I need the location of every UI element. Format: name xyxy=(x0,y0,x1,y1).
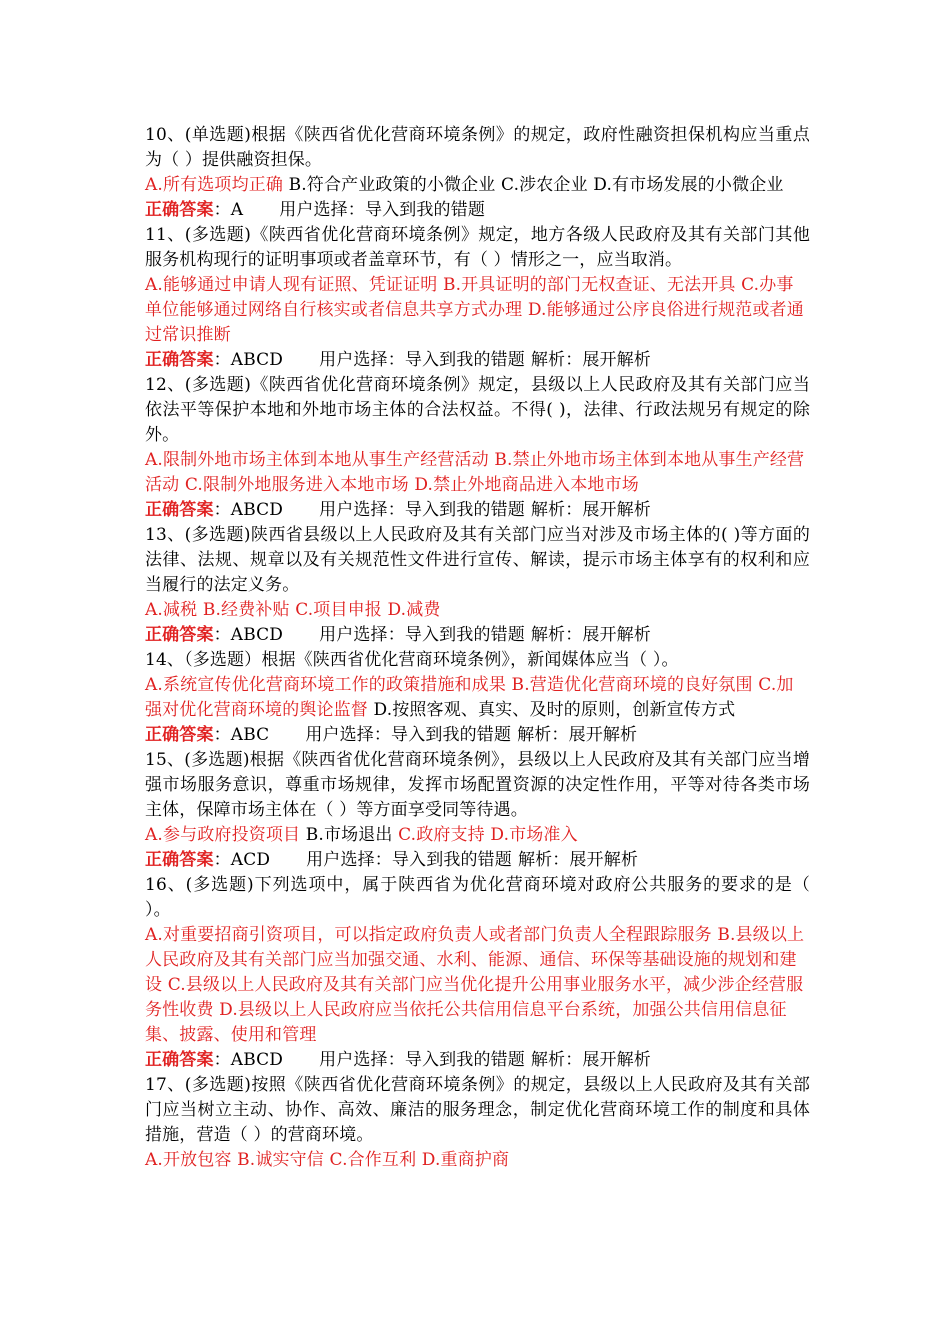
option-text: D.禁止外地商品进入本地市场 xyxy=(414,475,639,495)
correct-answer-label: 正确答案 xyxy=(145,725,214,745)
analysis-link[interactable]: 解析：展开解析 xyxy=(530,350,651,370)
answer-colon: ： xyxy=(213,850,231,870)
question-stem: 11、(多选题)《陕西省优化营商环境条例》规定，地方各级人民政府及其有关部门其他服务机构现行的证明事项或者盖章环节，有（ ）情形之一，应当取消。 xyxy=(145,225,810,270)
answer-line xyxy=(145,623,810,648)
option-text: B.市场退出 xyxy=(305,825,393,845)
answer-colon: ： xyxy=(213,725,231,745)
option-text: C.涉农企业 xyxy=(501,175,588,195)
option-list xyxy=(145,823,810,848)
option-text: D.县级以上人民政府应当依托公共信用信息平台系统，加强公共信用信息征集、披露、使用和管理 xyxy=(145,1000,787,1045)
user-choice-link[interactable]: 用户选择：导入到我的错题 xyxy=(279,200,486,220)
option-text: D.重商护商 xyxy=(421,1150,510,1170)
option-text: A.减税 xyxy=(145,600,198,620)
option-text: C.县级以上人民政府及其有关部门应当优化提升公用事业服务水平，减少涉企经营服务性收费 xyxy=(145,975,804,1020)
answer-colon: ： xyxy=(213,200,231,220)
question-stem: 12、(多选题)《陕西省优化营商环境条例》规定，县级以上人民政府及其有关部门应当依法平等保护本地和外地市场主体的合法权益。不得( )，法律、行政法规另有规定的除外。 xyxy=(145,375,810,445)
option-list xyxy=(145,448,810,498)
answer-line xyxy=(145,348,810,373)
correct-answer-label: 正确答案 xyxy=(145,1050,214,1070)
answer-colon: ： xyxy=(213,350,231,370)
option-text: D.减费 xyxy=(387,600,441,620)
option-text: A.限制外地市场主体到本地从事生产经营活动 xyxy=(145,450,489,470)
question-list xyxy=(145,123,810,1173)
question-stem: 14、（多选题）根据《陕西省优化营商环境条例》，新闻媒体应当（ ）。 xyxy=(145,650,679,670)
option-list xyxy=(145,673,810,723)
answer-line xyxy=(145,1048,810,1073)
option-text: A.对重要招商引资项目，可以指定政府负责人或者部门负责人全程跟踪服务 xyxy=(145,925,712,945)
option-text: A.所有选项均正确 xyxy=(145,175,284,195)
answer-line xyxy=(145,198,810,223)
analysis-link[interactable]: 解析：展开解析 xyxy=(517,850,639,870)
option-text: C.政府支持 xyxy=(398,825,485,845)
answer-line xyxy=(145,498,810,523)
user-choice-link[interactable]: 用户选择：导入到我的错题 xyxy=(319,625,525,645)
question-stem: 10、(单选题)根据《陕西省优化营商环境条例》的规定，政府性融资担保机构应当重点为（ ）提供融资担保。 xyxy=(145,125,810,170)
correct-answer-value: ACD xyxy=(230,850,271,870)
correct-answer-value: ABC xyxy=(230,725,270,745)
correct-answer-value: ABCD xyxy=(230,500,284,520)
option-list xyxy=(145,273,810,348)
option-text: B.县级以上人民政府及其有关部门应当加强交通、水利、能源、通信、环保等基础设施的规划和建设 xyxy=(145,925,805,995)
option-text: C.限制外地服务进入本地市场 xyxy=(184,475,409,495)
correct-answer-value: ABCD xyxy=(230,625,284,645)
correct-answer-value: ABCD xyxy=(230,1050,284,1070)
analysis-link[interactable]: 解析：展开解析 xyxy=(530,500,651,520)
option-text: B.营造优化营商环境的良好氛围 xyxy=(511,675,753,695)
user-choice-link[interactable]: 用户选择：导入到我的错题 xyxy=(305,725,512,745)
option-text: A.能够通过申请人现有证照、凭证证明 xyxy=(145,275,438,295)
option-text: A.开放包容 xyxy=(145,1150,232,1170)
answer-line xyxy=(145,848,810,873)
analysis-link[interactable]: 解析：展开解析 xyxy=(530,1050,651,1070)
answer-colon: ： xyxy=(213,1050,231,1070)
option-text: C.加强对优化营商环境的舆论监督 xyxy=(145,675,794,720)
option-list xyxy=(145,1148,810,1173)
option-list xyxy=(145,598,810,623)
option-list xyxy=(145,173,810,198)
option-text: A.参与政府投资项目 xyxy=(145,825,301,845)
question-stem: 17、(多选题)按照《陕西省优化营商环境条例》的规定，县级以上人民政府及其有关部门应当树立主动、协作、高效、廉洁的服务理念，制定优化营商环境工作的制度和具体措施，营造（ ）的营商环境。 xyxy=(145,1075,810,1145)
correct-answer-value: ABCD xyxy=(230,350,284,370)
option-text: B.诚实守信 xyxy=(237,1150,324,1170)
correct-answer-label: 正确答案 xyxy=(145,500,214,520)
option-text: B.符合产业政策的小微企业 xyxy=(288,175,496,195)
option-text: D.能够通过公序良俗进行规范或者通过常识推断 xyxy=(145,300,804,345)
option-text: D.按照客观、真实、及时的原则，创新宣传方式 xyxy=(373,700,736,720)
question-stem: 16、(多选题)下列选项中，属于陕西省为优化营商环境对政府公共服务的要求的是（ ）。 xyxy=(145,875,810,920)
correct-answer-label: 正确答案 xyxy=(145,350,214,370)
option-text: D.市场准入 xyxy=(490,825,578,845)
correct-answer-label: 正确答案 xyxy=(145,850,214,870)
option-text: D.有市场发展的小微企业 xyxy=(593,175,784,195)
option-text: C.办事单位能够通过网络自行核实或者信息共享方式办理 xyxy=(145,275,794,320)
analysis-link[interactable]: 解析：展开解析 xyxy=(530,625,651,645)
answer-colon: ： xyxy=(213,625,231,645)
option-text: C.项目申报 xyxy=(295,600,382,620)
option-text: B.禁止外地市场主体到本地从事生产经营活动 xyxy=(145,450,805,495)
answer-colon: ： xyxy=(213,500,231,520)
option-text: B.经费补贴 xyxy=(202,600,290,620)
option-list xyxy=(145,923,810,1048)
analysis-link[interactable]: 解析：展开解析 xyxy=(517,725,638,745)
question-stem: 15、(多选题)根据《陕西省优化营商环境条例》，县级以上人民政府及其有关部门应当增强市场服务意识，尊重市场规律，发挥市场配置资源的决定性作用，平等对待各类市场主体，保障市场主体在（ ）等方面享受同等待遇。 xyxy=(145,750,810,820)
user-choice-link[interactable]: 用户选择：导入到我的错题 xyxy=(306,850,512,870)
question-stem: 13、(多选题)陕西省县级以上人民政府及其有关部门应当对涉及市场主体的( )等方面的法律、法规、规章以及有关规范性文件进行宣传、解读，提示市场主体享有的权利和应当履行的法定义务。 xyxy=(145,525,810,595)
option-text: C.合作互利 xyxy=(329,1150,417,1170)
answer-line xyxy=(145,723,810,748)
correct-answer-label: 正确答案 xyxy=(145,200,214,220)
option-text: A.系统宣传优化营商环境工作的政策措施和成果 xyxy=(145,675,506,695)
correct-answer-label: 正确答案 xyxy=(145,625,214,645)
option-text: B.开具证明的部门无权查证、无法开具 xyxy=(442,275,736,295)
user-choice-link[interactable]: 用户选择：导入到我的错题 xyxy=(319,1050,525,1070)
user-choice-link[interactable]: 用户选择：导入到我的错题 xyxy=(319,350,525,370)
correct-answer-value: A xyxy=(230,200,244,220)
user-choice-link[interactable]: 用户选择：导入到我的错题 xyxy=(319,500,525,520)
